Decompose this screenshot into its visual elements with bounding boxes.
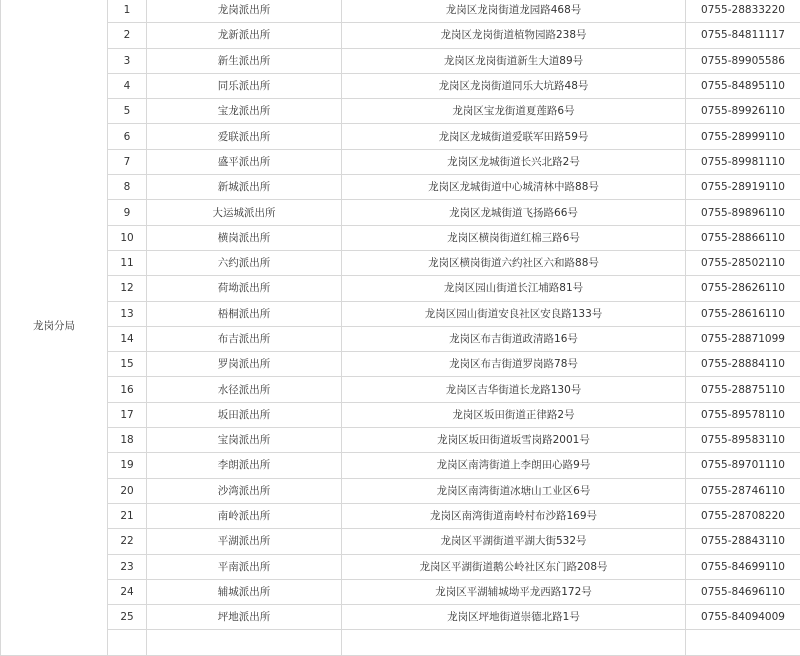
row-number: 10 — [108, 225, 147, 250]
station-address: 龙岗区园山街道安良社区安良路133号 — [342, 301, 686, 326]
row-number: 25 — [108, 605, 147, 630]
station-address: 龙岗区园山街道长江埔路81号 — [342, 276, 686, 301]
station-name: 平南派出所 — [147, 554, 342, 579]
row-number: 19 — [108, 453, 147, 478]
table-row — [1, 73, 800, 98]
table-row — [1, 402, 800, 427]
station-address: 龙岗区南湾街道冰塘山工业区6号 — [342, 478, 686, 503]
table-body — [1, 0, 800, 655]
table-row — [1, 23, 800, 48]
row-number: 2 — [108, 23, 147, 48]
table-row — [1, 48, 800, 73]
station-phone: 0755-84811117 — [686, 23, 800, 48]
table-row — [1, 124, 800, 149]
station-address: 龙岗区南湾街道上李朗田心路9号 — [342, 453, 686, 478]
station-phone: 0755-89701110 — [686, 453, 800, 478]
station-name: 坪地派出所 — [147, 605, 342, 630]
station-address: 龙岗区平湖街道平湖大街532号 — [342, 529, 686, 554]
station-name: 宝岗派出所 — [147, 428, 342, 453]
table-row — [1, 554, 800, 579]
row-number: 3 — [108, 48, 147, 73]
row-number: 20 — [108, 478, 147, 503]
table-row — [1, 99, 800, 124]
station-name: 龙岗派出所 — [147, 0, 342, 23]
station-phone: 0755-28875110 — [686, 377, 800, 402]
station-name: 大运城派出所 — [147, 200, 342, 225]
row-number: 15 — [108, 352, 147, 377]
station-phone — [686, 630, 800, 655]
station-address: 龙岗区龙岗街道龙园路468号 — [342, 0, 686, 23]
row-number: 24 — [108, 579, 147, 604]
table-row — [1, 250, 800, 275]
station-phone: 0755-28616110 — [686, 301, 800, 326]
station-name: 盛平派出所 — [147, 149, 342, 174]
branch-name-cell: 龙岗分局 — [1, 0, 108, 655]
station-name: 荷坳派出所 — [147, 276, 342, 301]
table-row — [1, 352, 800, 377]
table-row-partial — [1, 630, 800, 655]
row-number: 11 — [108, 250, 147, 275]
station-phone: 0755-28626110 — [686, 276, 800, 301]
station-phone: 0755-84094009 — [686, 605, 800, 630]
station-name: 坂田派出所 — [147, 402, 342, 427]
station-phone: 0755-28871099 — [686, 326, 800, 351]
row-number: 7 — [108, 149, 147, 174]
station-address: 龙岗区坪地街道崇德北路1号 — [342, 605, 686, 630]
station-name: 横岗派出所 — [147, 225, 342, 250]
station-address: 龙岗区龙城街道中心城清林中路88号 — [342, 175, 686, 200]
station-name: 六约派出所 — [147, 250, 342, 275]
station-phone: 0755-28708220 — [686, 503, 800, 528]
row-number: 16 — [108, 377, 147, 402]
station-name: 平湖派出所 — [147, 529, 342, 554]
row-number: 21 — [108, 503, 147, 528]
station-address: 龙岗区龙城街道飞扬路66号 — [342, 200, 686, 225]
station-name: 沙湾派出所 — [147, 478, 342, 503]
station-address: 龙岗区龙城街道长兴北路2号 — [342, 149, 686, 174]
station-phone: 0755-28999110 — [686, 124, 800, 149]
station-name: 辅城派出所 — [147, 579, 342, 604]
station-name: 罗岗派出所 — [147, 352, 342, 377]
station-phone: 0755-84696110 — [686, 579, 800, 604]
station-phone: 0755-89905586 — [686, 48, 800, 73]
station-address: 龙岗区龙岗街道植物园路238号 — [342, 23, 686, 48]
station-phone: 0755-28866110 — [686, 225, 800, 250]
table-row — [1, 0, 800, 23]
station-address: 龙岗区龙岗街道同乐大坑路48号 — [342, 73, 686, 98]
table-row — [1, 478, 800, 503]
station-phone: 0755-28884110 — [686, 352, 800, 377]
station-address: 龙岗区横岗街道六约社区六和路88号 — [342, 250, 686, 275]
row-number: 18 — [108, 428, 147, 453]
station-address — [342, 630, 686, 655]
station-phone: 0755-28833220 — [686, 0, 800, 23]
station-name: 同乐派出所 — [147, 73, 342, 98]
row-number: 4 — [108, 73, 147, 98]
station-name: 新生派出所 — [147, 48, 342, 73]
table-row — [1, 225, 800, 250]
station-phone: 0755-28502110 — [686, 250, 800, 275]
row-number: 1 — [108, 0, 147, 23]
station-address: 龙岗区坂田街道正律路2号 — [342, 402, 686, 427]
row-number: 14 — [108, 326, 147, 351]
table-row — [1, 377, 800, 402]
station-phone: 0755-84895110 — [686, 73, 800, 98]
table-row — [1, 276, 800, 301]
row-number — [108, 630, 147, 655]
station-name: 新城派出所 — [147, 175, 342, 200]
row-number: 12 — [108, 276, 147, 301]
station-address: 龙岗区平湖辅城坳平龙西路172号 — [342, 579, 686, 604]
station-name: 李朗派出所 — [147, 453, 342, 478]
station-address: 龙岗区横岗街道红棉三路6号 — [342, 225, 686, 250]
table-row — [1, 200, 800, 225]
station-address: 龙岗区布吉街道罗岗路78号 — [342, 352, 686, 377]
station-phone: 0755-28843110 — [686, 529, 800, 554]
table-row — [1, 503, 800, 528]
row-number: 8 — [108, 175, 147, 200]
row-number: 23 — [108, 554, 147, 579]
station-name: 南岭派出所 — [147, 503, 342, 528]
table-row — [1, 301, 800, 326]
station-name: 布吉派出所 — [147, 326, 342, 351]
station-phone: 0755-89578110 — [686, 402, 800, 427]
station-address: 龙岗区吉华街道长龙路130号 — [342, 377, 686, 402]
station-name: 梧桐派出所 — [147, 301, 342, 326]
station-phone: 0755-28746110 — [686, 478, 800, 503]
station-phone: 0755-89583110 — [686, 428, 800, 453]
row-number: 5 — [108, 99, 147, 124]
table-row — [1, 453, 800, 478]
table-row — [1, 579, 800, 604]
station-name: 宝龙派出所 — [147, 99, 342, 124]
row-number: 22 — [108, 529, 147, 554]
station-address: 龙岗区龙城街道爱联军田路59号 — [342, 124, 686, 149]
table-row — [1, 149, 800, 174]
table-row — [1, 605, 800, 630]
row-number: 17 — [108, 402, 147, 427]
station-address: 龙岗区坂田街道坂雪岗路2001号 — [342, 428, 686, 453]
station-name: 龙新派出所 — [147, 23, 342, 48]
station-phone: 0755-89926110 — [686, 99, 800, 124]
station-address: 龙岗区平湖街道鹅公岭社区东门路208号 — [342, 554, 686, 579]
station-address: 龙岗区布吉街道政清路16号 — [342, 326, 686, 351]
row-number: 9 — [108, 200, 147, 225]
row-number: 13 — [108, 301, 147, 326]
table-row — [1, 428, 800, 453]
station-phone: 0755-89896110 — [686, 200, 800, 225]
station-name: 水径派出所 — [147, 377, 342, 402]
station-name: 爱联派出所 — [147, 124, 342, 149]
station-phone: 0755-84699110 — [686, 554, 800, 579]
station-address: 龙岗区宝龙街道夏莲路6号 — [342, 99, 686, 124]
table-row — [1, 326, 800, 351]
station-address: 龙岗区南湾街道南岭村布沙路169号 — [342, 503, 686, 528]
station-phone: 0755-28919110 — [686, 175, 800, 200]
station-name — [147, 630, 342, 655]
station-phone: 0755-89981110 — [686, 149, 800, 174]
station-address: 龙岗区龙岗街道新生大道89号 — [342, 48, 686, 73]
table-row — [1, 175, 800, 200]
row-number: 6 — [108, 124, 147, 149]
table-row — [1, 529, 800, 554]
